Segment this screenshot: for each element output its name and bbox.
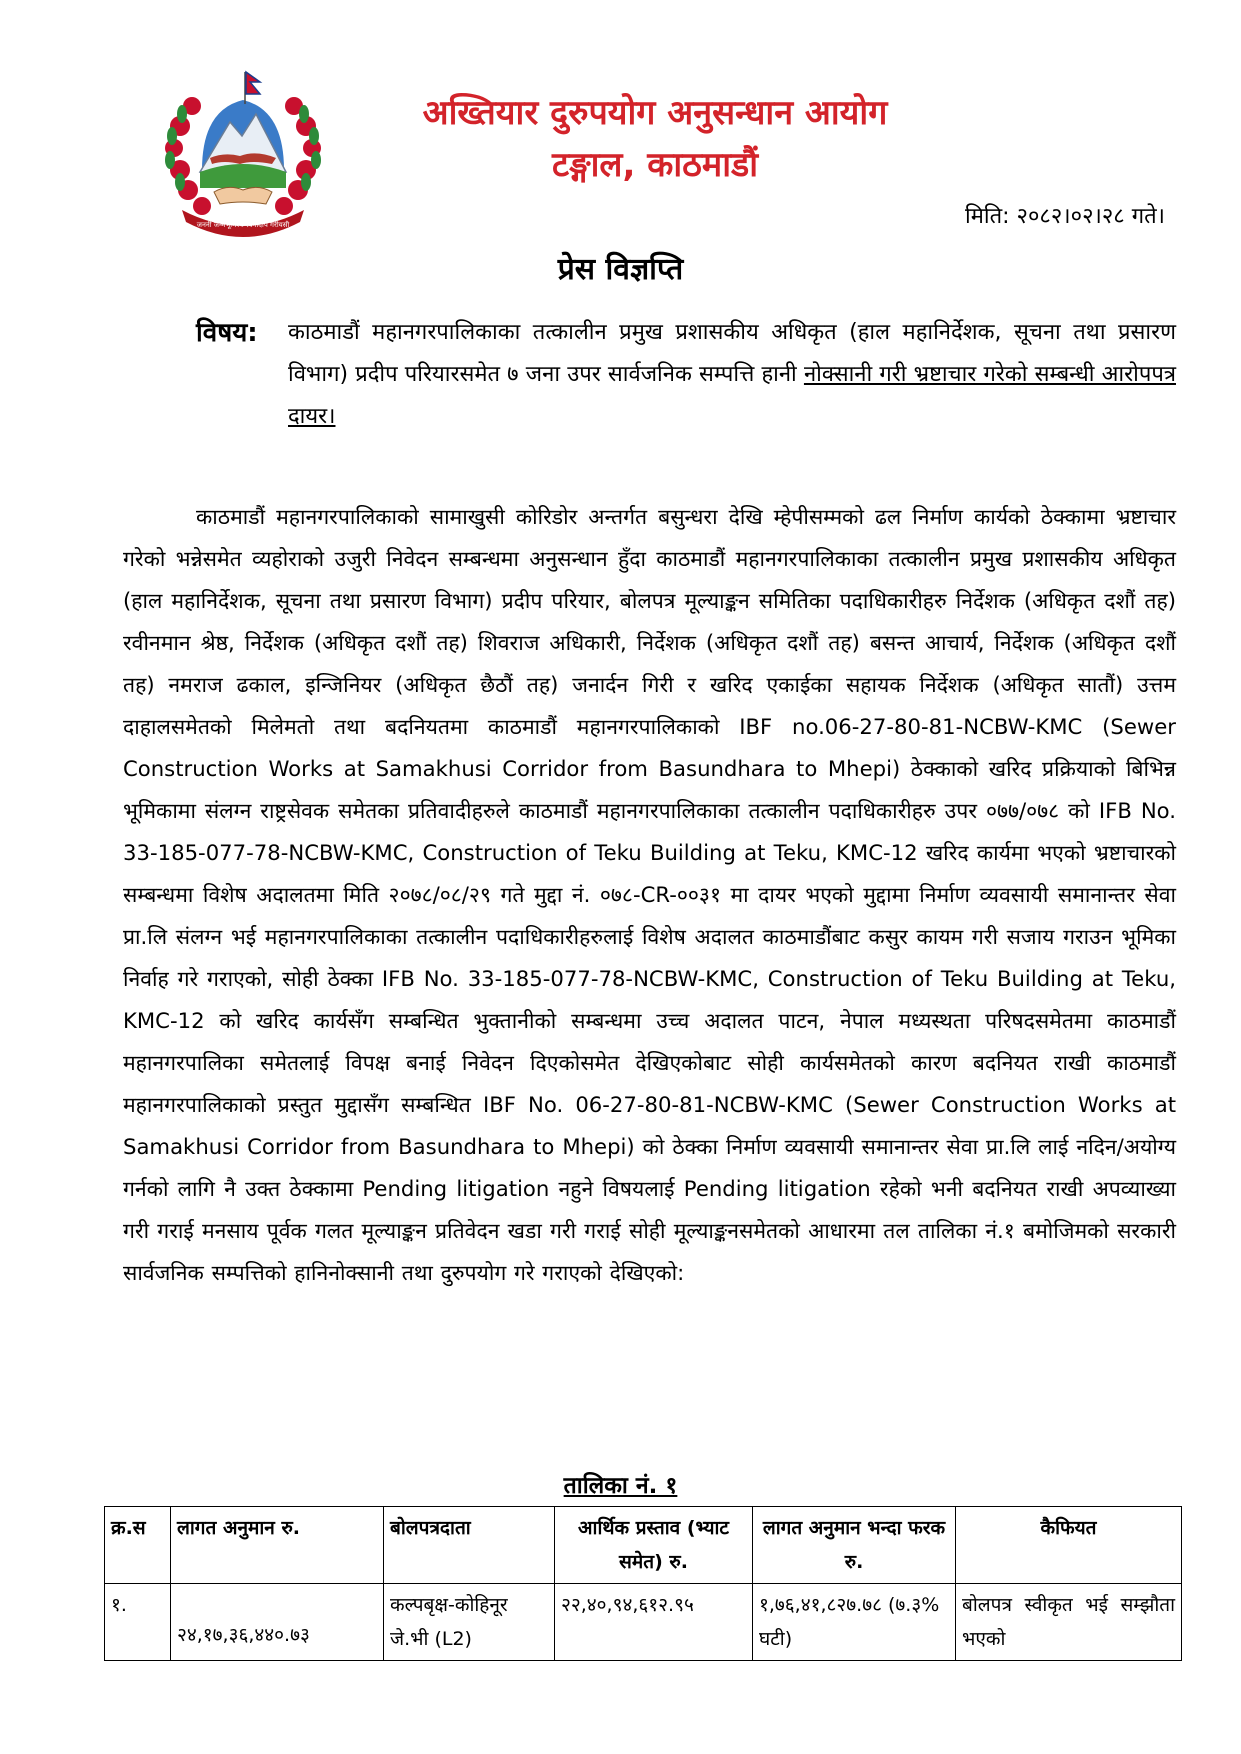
nepal-coat-of-arms-icon [152,60,334,242]
cost-table [104,1506,1182,1661]
cell-sn: १. [105,1584,171,1661]
body-paragraph: काठमाडौं महानगरपालिकाको सामाखुसी कोरिडोर अन्तर्गत बसुन्धरा देखि म्हेपीसम्मको ढल निर्माण कार्यको ठेक्कामा भ्रष्टाचार गरेको भन्नेसमेत व्यहोराको उजुरी निवेदन सम्बन्धमा अनुसन्धान हुँदा काठमाडौं महानगरपालिकाका तत्कालीन प्रमुख प्रशासकीय अधिकृत (हाल महानिर्देशक, सूचना तथा प्रसारण विभाग) प्रदीप परियार, बोलपत्र मूल्याङ्कन समितिका पदाधिकारीहरु निर्देशक (अधिकृत दशौं तह) रवीनमान श्रेष्ठ, निर्देशक (अधिकृत दशौं तह) शिवराज अधिकारी, निर्देशक (अधिकृत दशौं तह) बसन्त आचार्य, निर्देशक (अधिकृत दशौं तह) नमराज ढकाल, इन्जिनियर (अधिकृत छैठौं तह) जनार्दन गिरी र खरिद एकाईका सहायक निर्देशक (अधिकृत सातौं) उत्तम दाहालसमेतको मिलेमतो तथा बदनियतमा काठमाडौं महानगरपालिकाको IBF no.06-27-80-81-NCBW-KMC (Sewer Construction Works at Samakhusi Corridor from Basundhara to Mhepi) ठेक्काको खरिद प्रक्रियाको बिभिन्न भूमिकामा संलग्न राष्ट्रसेवक समेतका प्रतिवादीहरुले काठमाडौं महानगरपालिकाका तत्कालीन पदाधिकारीहरु उपर ०७७/०७८ को IFB No. 33-185-077-78-NCBW-KMC, Construction of Teku Building at Teku, KMC-12 खरिद कार्यमा भएको भ्रष्टाचारको सम्बन्धमा विशेष अदालतमा मिति २०७८/०८/२९ गते मुद्दा नं. ०७८-CR-००३१ मा दायर भएको मुद्दामा निर्माण व्यवसायी समानान्तर सेवा प्रा.लि संलग्न भई महानगरपालिकाका तत्कालीन पदाधिकारीहरुलाई विशेष अदालत काठमाडौंबाट कसुर कायम गरी सजाय गराउन भूमिका निर्वाह गरे गराएको, सोही ठेक्का IFB No. 33-185-077-78-NCBW-KMC, Construction of Teku Building at Teku, KMC-12 को खरिद कार्यसँग सम्बन्धित भुक्तानीको सम्बन्धमा उच्च अदालत पाटन, नेपाल मध्यस्थता परिषदसमेतमा काठमाडौं महानगरपालिका समेतलाई विपक्ष बनाई निवेदन दिएकोसमेत देखिएकोबाट सोही कार्यसमेतको कारण बदनियत राखी काठमाडौं महानगरपालिकाको प्रस्तुत मुद्दासँग सम्बन्धित IBF No. 06-27-80-81-NCBW-KMC (Sewer Construction Works at Samakhusi Corridor from Basundhara to Mhepi) को ठेक्का निर्माण व्यवसायी समानान्तर सेवा प्रा.लि लाई नदिन/अयोग्य गर्नको लागि नै उक्त ठेक्कामा Pending litigation नहुने विषयलाई Pending litigation रहेको भनी बदनियत राखी अपव्याख्या गरी गराई मनसाय पूर्वक गलत मूल्याङ्कन प्रतिवेदन खडा गरी गराई सोही मूल्याङ्कनसमेतको आधारमा तल तालिका नं.१ बमोजिमको सरकारी सार्वजनिक सम्पत्तिको हानिनोक्सानी तथा दुरुपयोग गरे गराएको देखिएको: [123,504,1176,1285]
subject-text [288,312,1176,438]
subject-block [196,312,1176,438]
header-bidder: बोलपत्रदाता [384,1507,555,1584]
document-date: मिति: २०८२।०२।२८ गते। [965,204,1165,229]
org-location: टङ्गाल, काठमाडौं [551,145,759,185]
emblem-motto: जननी जन्मभूमिश्च स्वर्गादपि गरीयसी [196,221,290,229]
page-title: प्रेस विज्ञप्ति [557,252,684,287]
header-cost-estimate: लागत अनुमान रु. [171,1507,384,1584]
header-financial-offer: आर्थिक प्रस्ताव (भ्याट समेत) रु. [555,1507,753,1584]
cell-difference: १,७६,४१,८२७.७८ (७.३% घटी) [753,1584,956,1661]
subject-main-text: काठमाडौं महानगरपालिकाका तत्कालीन प्रमुख प्रशासकीय अधिकृत (हाल महानिर्देशक, सूचना तथा प्रसारण विभाग) प्रदीप परियारसमेत ७ जना उपर सार्वजनिक सम्पत्ति हानी [288,320,1176,387]
header-difference: लागत अनुमान भन्दा फरक रु. [753,1507,956,1584]
subject-label: विषय: [196,318,258,348]
subject-underlined-text: नोक्सानी गरी भ्रष्टाचार गरेको सम्बन्धी आरोपपत्र दायर। [288,362,1176,429]
cell-financial-offer: २२,४०,९४,६१२.९५ [555,1584,753,1661]
header-remarks: कैफियत [956,1507,1182,1584]
table-caption: तालिका नं. १ [563,1473,678,1499]
table-header-row [105,1507,1182,1584]
cell-cost-estimate: २४,१७,३६,४४०.७३ [171,1584,384,1661]
org-name: अख्तियार दुरुपयोग अनुसन्धान आयोग [422,93,888,133]
cell-remarks: बोलपत्र स्वीकृत भई सम्झौता भएको [956,1584,1182,1661]
cell-bidder: कल्पबृक्ष-कोहिनूर जे.भी (L2) [384,1584,555,1661]
table-row [105,1584,1182,1661]
header-sn: क्र.स [105,1507,171,1584]
